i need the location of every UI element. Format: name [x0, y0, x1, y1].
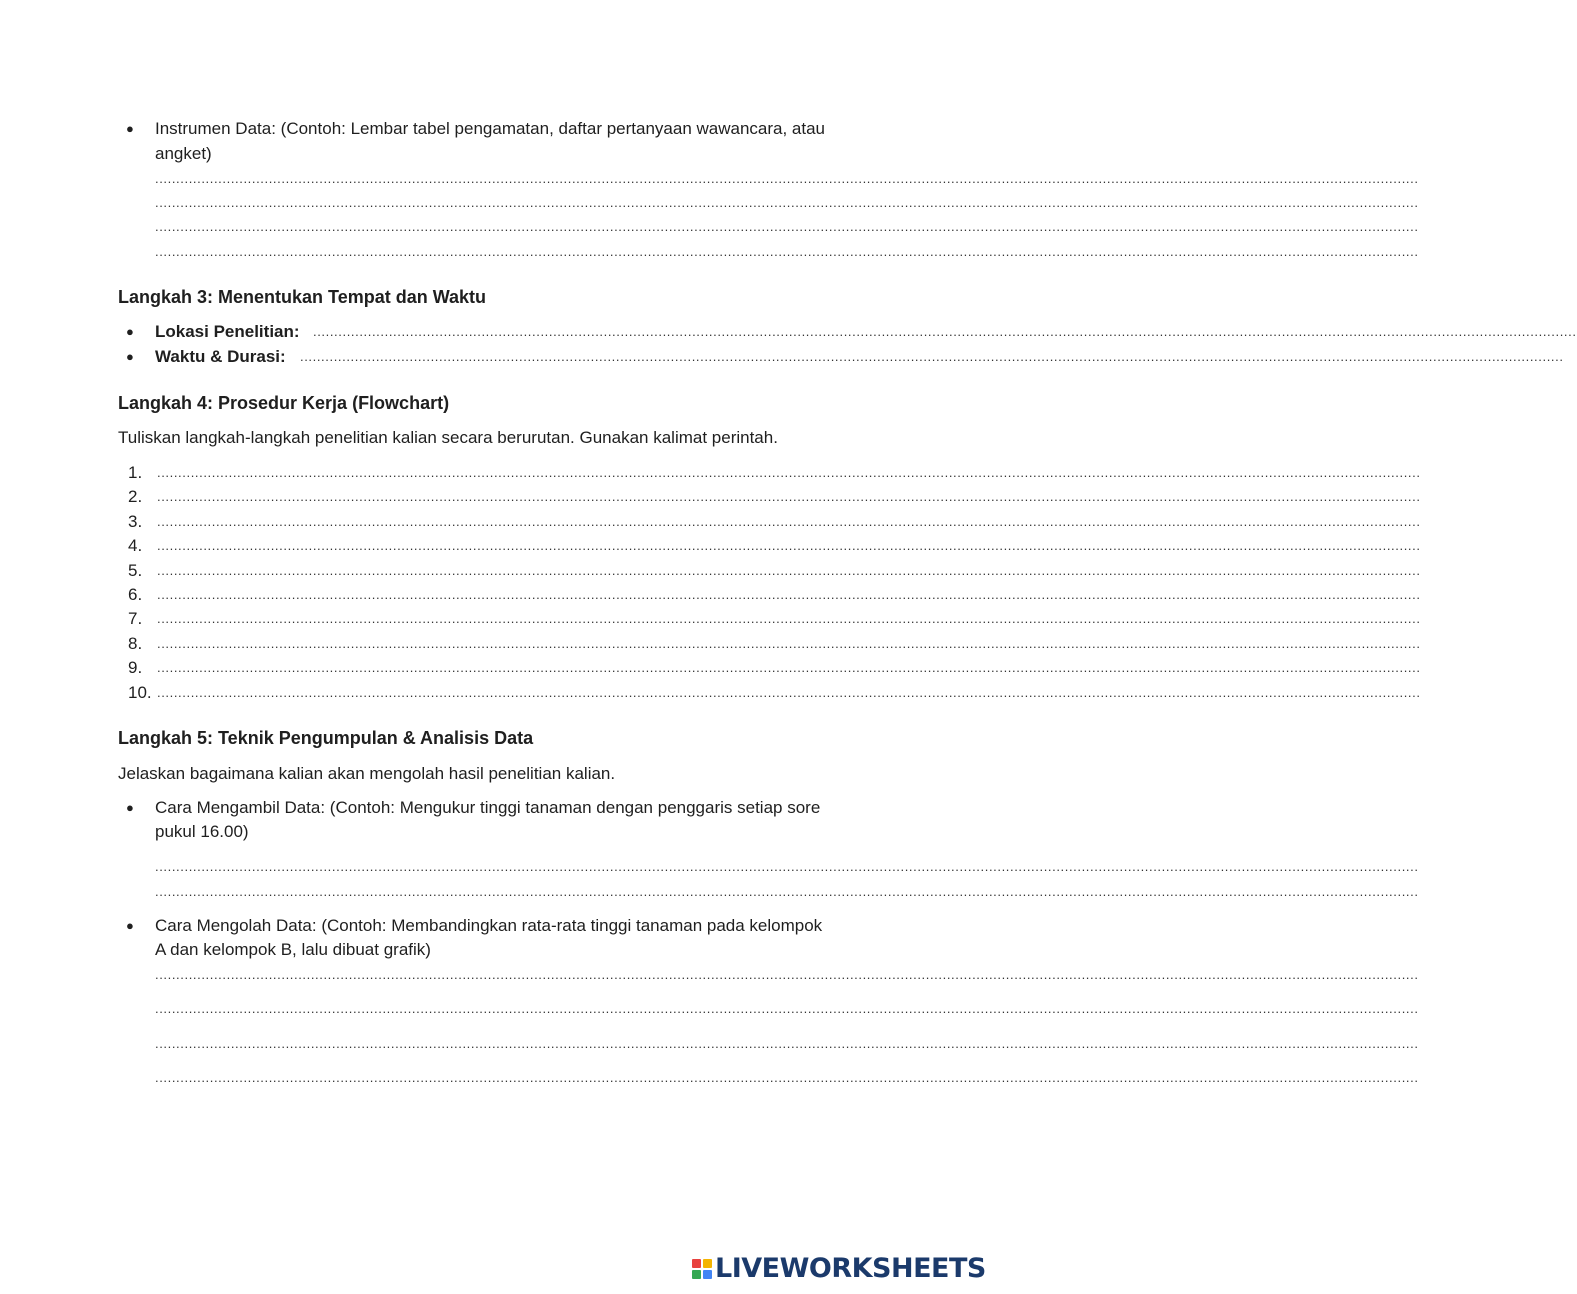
procedure-number: 10. [128, 682, 152, 702]
answer-line-time[interactable]: ............................................................................................................................................................................................................................................................................................................ [300, 349, 1564, 364]
answer-line-instrument-4[interactable]: ............................................................................................................................................................................................................................................................................................................ [155, 244, 1419, 259]
answer-line-procedure-7[interactable]: ............................................................................................................................................................................................................................................................................................................ [157, 611, 1421, 627]
answer-line-instrument-1[interactable]: ............................................................................................................................................................................................................................................................................................................ [155, 171, 1419, 186]
procedure-number: 3. [128, 511, 143, 531]
time-label: Waktu & Durasi: [155, 347, 286, 366]
process-label-cont: A dan kelompok B, lalu dibuat grafik) [155, 940, 431, 959]
answer-line-procedure-8[interactable]: ............................................................................................................................................................................................................................................................................................................ [157, 635, 1421, 651]
bullet: ● [126, 800, 134, 815]
procedure-number: 8. [128, 633, 143, 653]
procedure-number: 2. [128, 487, 143, 507]
step4-heading: Langkah 4: Prosedur Kerja (Flowchart) [118, 393, 450, 413]
process-label: Cara Mengolah Data: (Contoh: Membandingkan rata-rata tinggi tanaman pada kelompok [155, 916, 823, 935]
step5-instruction: Jelaskan bagaimana kalian akan mengolah hasil penelitian kalian. [118, 764, 616, 783]
procedure-number: 5. [128, 560, 143, 580]
answer-line-collect-2[interactable]: ............................................................................................................................................................................................................................................................................................................ [155, 884, 1419, 899]
collect-label: Cara Mengambil Data: (Contoh: Mengukur tinggi tanaman dengan penggaris setiap sore [155, 798, 821, 817]
answer-line-procedure-4[interactable]: ............................................................................................................................................................................................................................................................................................................ [157, 538, 1421, 554]
procedure-number: 1. [128, 463, 143, 482]
logo-text: LIVEWORKSHEETS [715, 1253, 986, 1284]
answer-line-process-3[interactable]: ............................................................................................................................................................................................................................................................................................................ [155, 1036, 1419, 1051]
procedure-number: 6. [128, 585, 143, 604]
location-label: Lokasi Penelitian: [155, 322, 300, 341]
instrument-label-cont: angket) [155, 144, 212, 163]
procedure-number: 9. [128, 658, 143, 678]
answer-line-process-1[interactable]: ............................................................................................................................................................................................................................................................................................................ [155, 967, 1419, 982]
step5-heading: Langkah 5: Teknik Pengumpulan & Analisis Data [118, 728, 534, 748]
answer-line-location[interactable]: ............................................................................................................................................................................................................................................................................................................ [313, 324, 1577, 339]
answer-line-process-4[interactable]: ............................................................................................................................................................................................................................................................................................................ [155, 1070, 1419, 1085]
answer-line-instrument-3[interactable]: ............................................................................................................................................................................................................................................................................................................ [155, 219, 1419, 234]
logo-mark-icon [692, 1259, 712, 1279]
bullet: ● [126, 349, 134, 364]
answer-line-instrument-2[interactable]: ............................................................................................................................................................................................................................................................................................................ [155, 195, 1419, 210]
answer-line-procedure-1[interactable]: ............................................................................................................................................................................................................................................................................................................ [157, 465, 1421, 480]
answer-line-procedure-3[interactable]: ............................................................................................................................................................................................................................................................................................................ [157, 513, 1421, 529]
procedure-number: 7. [128, 609, 143, 629]
collect-label-cont: pukul 16.00) [155, 822, 249, 841]
answer-line-procedure-5[interactable]: ............................................................................................................................................................................................................................................................................................................ [157, 562, 1421, 578]
liveworksheets-logo [692, 1253, 986, 1285]
bullet: ● [126, 324, 134, 339]
bullet: ● [126, 918, 134, 933]
bullet: ● [126, 121, 134, 136]
step3-heading: Langkah 3: Menentukan Tempat dan Waktu [118, 287, 487, 307]
step4-instruction: Tuliskan langkah-langkah penelitian kalian secara berurutan. Gunakan kalimat perintah. [118, 428, 778, 447]
answer-line-procedure-9[interactable]: ............................................................................................................................................................................................................................................................................................................ [157, 660, 1421, 676]
answer-line-process-2[interactable]: ............................................................................................................................................................................................................................................................................................................ [155, 1001, 1419, 1016]
answer-line-procedure-10[interactable]: ............................................................................................................................................................................................................................................................................................................ [157, 684, 1421, 700]
answer-line-procedure-6[interactable]: ............................................................................................................................................................................................................................................................................................................ [157, 587, 1421, 602]
instrument-label: Instrumen Data: (Contoh: Lembar tabel pengamatan, daftar pertanyaan wawancara, atau [155, 119, 826, 138]
procedure-number: 4. [128, 536, 143, 556]
answer-line-collect-1[interactable]: ............................................................................................................................................................................................................................................................................................................ [155, 859, 1419, 874]
answer-line-procedure-2[interactable]: ............................................................................................................................................................................................................................................................................................................ [157, 489, 1421, 505]
